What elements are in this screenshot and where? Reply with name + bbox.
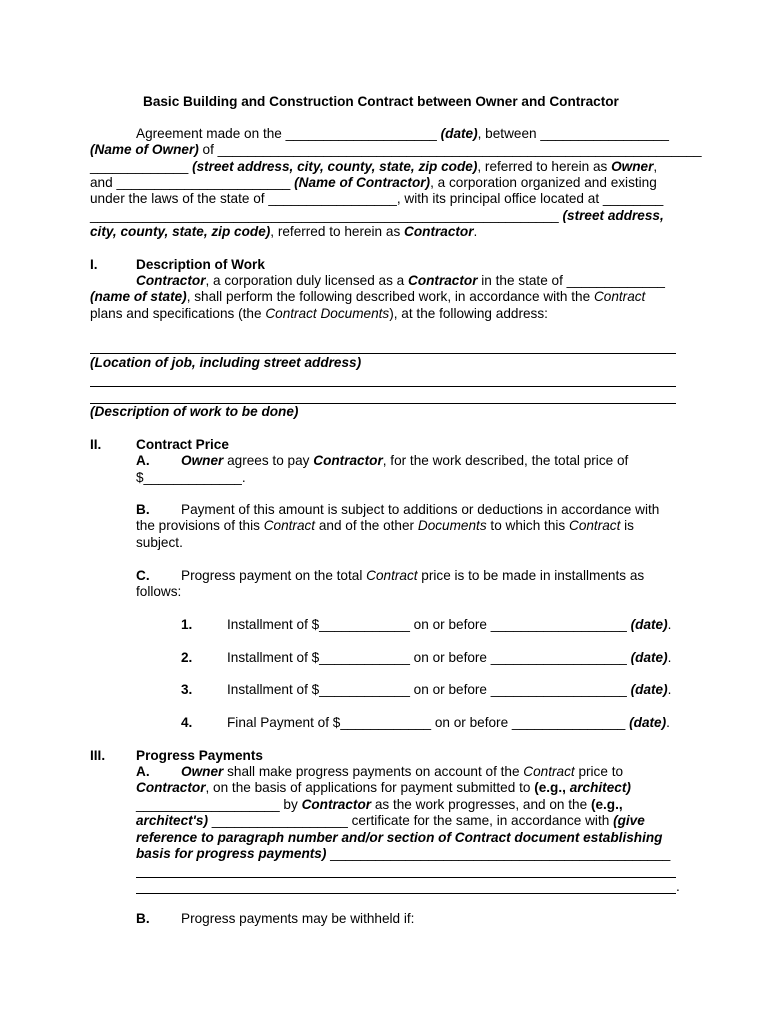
section-2-a-line-2: $_____________. [136, 470, 246, 485]
section-2-b-line-1: Payment of this amount is subject to additions or deductions in accordance with [181, 502, 660, 517]
section-2-heading: Contract Price [136, 437, 229, 452]
section-2-a-letter: A. [136, 453, 150, 468]
location-label: (Location of job, including street address) [90, 355, 362, 370]
section-2-b-letter: B. [136, 502, 150, 517]
preamble-line-4: and _______________________ (Name of Contractor), a corporation organized and existing [90, 175, 657, 190]
installment-3-line: Installment of $____________ on or before __________________ (date). [227, 682, 672, 697]
section-1-line-2: (name of state), shall perform the following described work, in accordance with the Contract [90, 289, 646, 304]
section-2-a-line-1: Owner agrees to pay Contractor, for the work described, the total price of [181, 453, 629, 468]
location-blank-line [90, 353, 676, 354]
progress-basis-blank-line-2 [136, 893, 676, 894]
progress-basis-blank-line-1 [136, 877, 676, 878]
installment-1-number: 1. [181, 617, 193, 632]
section-1-number: I. [90, 257, 98, 272]
section-2-c-line-1: Progress payment on the total Contract price is to be made in installments as [181, 568, 645, 583]
section-2-c-letter: C. [136, 568, 150, 583]
section-3-a-line-5: reference to paragraph number and/or section of Contract document establishing [136, 830, 663, 845]
preamble-line-6: ______________________________________________________________ (street address, [90, 208, 664, 223]
installment-4-number: 4. [181, 715, 193, 730]
installment-3-number: 3. [181, 682, 193, 697]
section-3-heading: Progress Payments [136, 748, 263, 763]
section-1-line-3: plans and specifications (the Contract Documents), at the following address: [90, 306, 548, 321]
description-blank-line-1 [90, 386, 676, 387]
description-label: (Description of work to be done) [90, 404, 299, 419]
installment-4-line: Final Payment of $____________ on or before _______________ (date). [227, 715, 670, 730]
section-3-b-line-1: Progress payments may be withheld if: [181, 911, 415, 926]
document-title: Basic Building and Construction Contract between Owner and Contractor [143, 94, 619, 109]
section-2-b-line-2: the provisions of this Contract and of the other Documents to which this Contract is [136, 518, 634, 533]
section-3-a-line-2: Contractor, on the basis of applications for payment submitted to (e.g., architect) [136, 780, 631, 795]
section-3-a-letter: A. [136, 764, 150, 779]
section-3-b-letter: B. [136, 911, 150, 926]
preamble-line-5: under the laws of the state of _________________, with its principal office located at ________ [90, 191, 664, 206]
section-3-number: III. [90, 748, 106, 763]
installment-2-number: 2. [181, 650, 193, 665]
section-1-heading: Description of Work [136, 257, 265, 272]
section-3-a-line-4: architect's) __________________ certificate for the same, in accordance with (give [136, 813, 645, 828]
section-2-c-line-2: follows: [136, 584, 182, 599]
preamble-line-1: Agreement made on the ____________________ (date), between _________________ [136, 126, 669, 141]
section-1-line-1: Contractor, a corporation duly licensed as a Contractor in the state of _____________ [136, 273, 665, 288]
preamble-line-7: city, county, state, zip code), referred to herein as Contractor. [90, 224, 478, 239]
section-3-a-line-1: Owner shall make progress payments on account of the Contract price to [181, 764, 624, 779]
preamble-line-3: _____________ (street address, city, county, state, zip code), referred to herein as Owner, [90, 159, 658, 174]
installment-1-line: Installment of $____________ on or before __________________ (date). [227, 617, 672, 632]
section-2-b-line-3: subject. [136, 535, 183, 550]
section-3-a-line-3: ___________________ by Contractor as the work progresses, and on the (e.g., [136, 797, 623, 812]
installment-2-line: Installment of $____________ on or before __________________ (date). [227, 650, 672, 665]
progress-basis-period: . [676, 879, 680, 894]
section-2-number: II. [90, 437, 102, 452]
section-3-a-line-6: basis for progress payments) _____________________________________________ [136, 846, 671, 861]
preamble-line-2: (Name of Owner) of ________________________________________________________________ [90, 142, 702, 157]
